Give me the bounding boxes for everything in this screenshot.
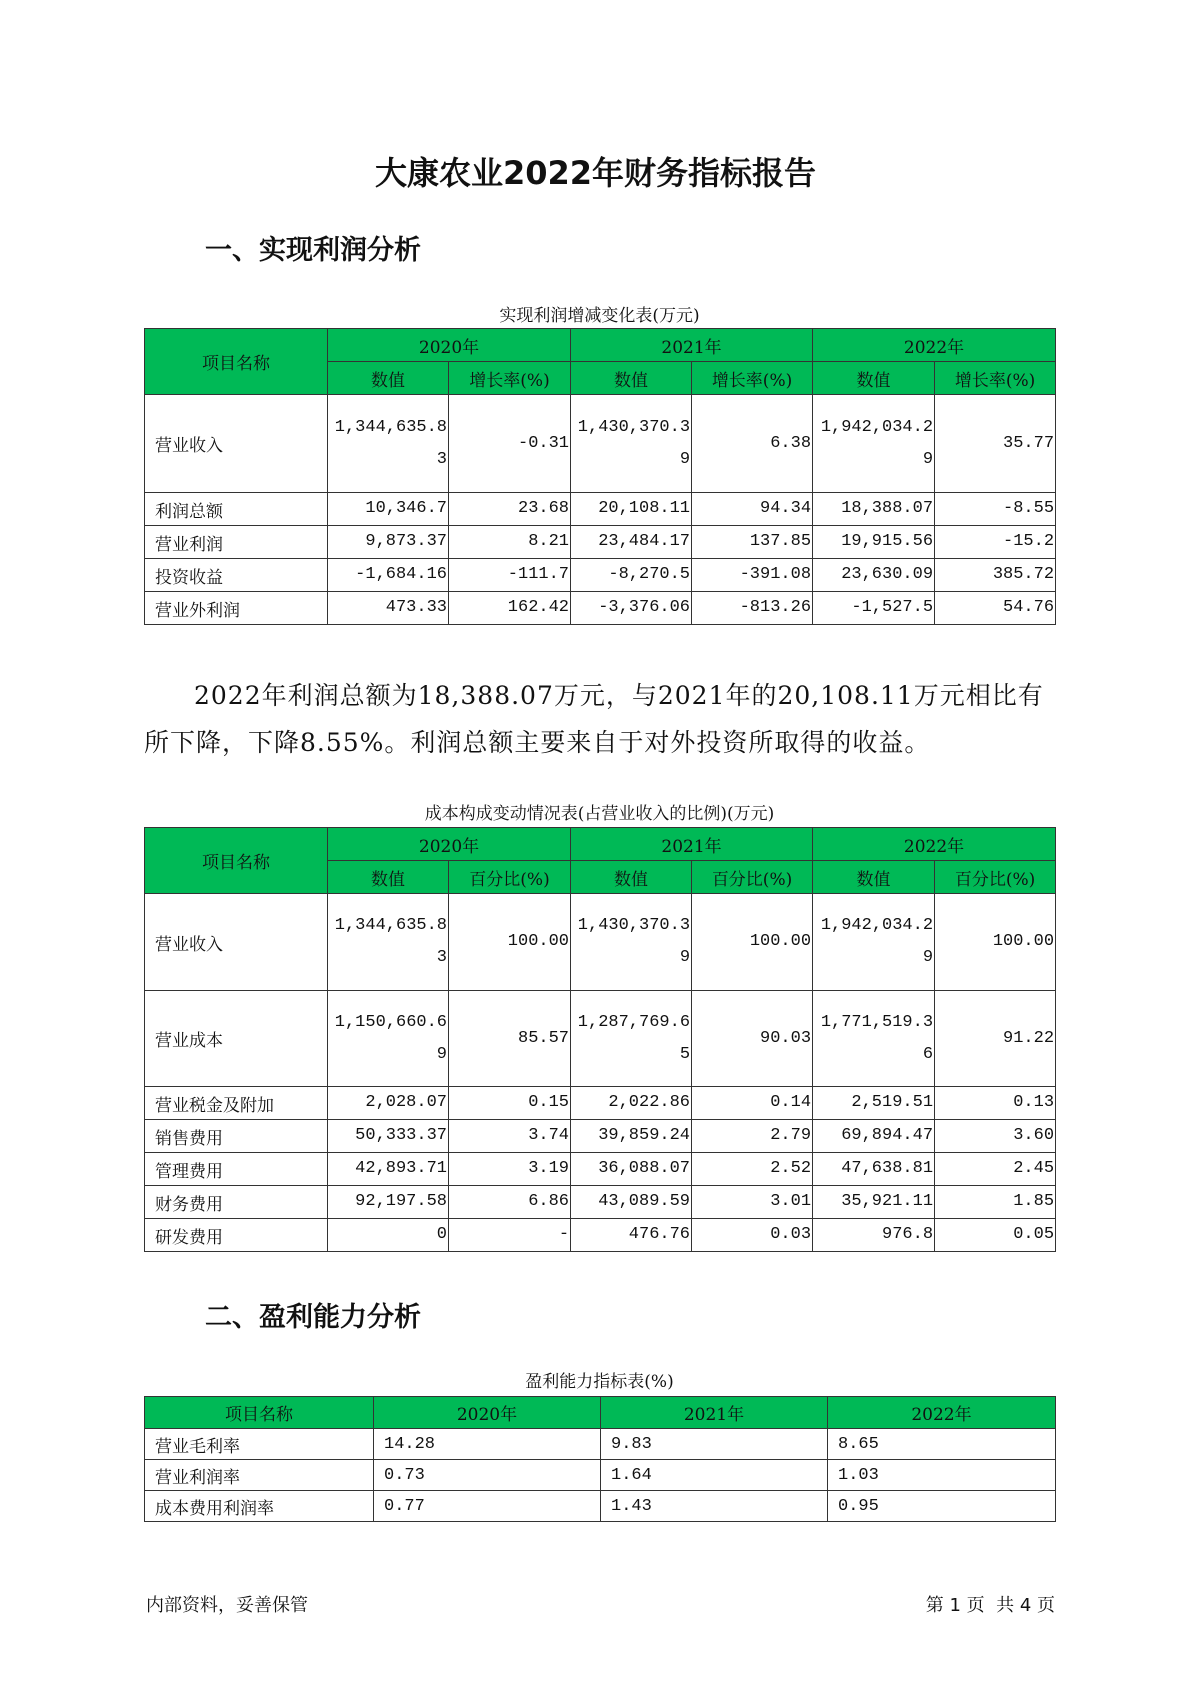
- column-header: 2021年: [601, 1397, 828, 1429]
- row-value: 10,346.7: [328, 493, 449, 526]
- row-value: 50,333.37: [328, 1120, 449, 1153]
- row-name: 营业利润: [145, 526, 328, 559]
- table3-caption: 盈利能力指标表(%): [525, 1372, 674, 1392]
- profitability-table: [144, 1396, 1056, 1522]
- header-row: [145, 828, 1056, 861]
- row-value: 35.77: [935, 395, 1056, 493]
- section-heading-profit: 一、实现利润分析: [205, 235, 421, 266]
- row-value: 137.85: [692, 526, 813, 559]
- row-value: 54.76: [935, 592, 1056, 625]
- row-value: 14.28: [374, 1429, 601, 1460]
- row-value: 3.01: [692, 1186, 813, 1219]
- table-row: [145, 493, 1056, 526]
- row-value: -: [449, 1219, 571, 1252]
- ratio-header: 百分比(%): [692, 861, 813, 894]
- table-row: [145, 559, 1056, 592]
- table-row: [145, 1153, 1056, 1186]
- column-header: 2020年: [374, 1397, 601, 1429]
- row-value: 20,108.11: [571, 493, 692, 526]
- header-row: [145, 329, 1056, 362]
- value-header: 数值: [328, 861, 449, 894]
- row-value: 23.68: [449, 493, 571, 526]
- table-row: [145, 991, 1056, 1087]
- year-header: 2020年: [328, 329, 571, 362]
- row-value: 90.03: [692, 991, 813, 1087]
- value-header: 数值: [813, 861, 935, 894]
- row-value: 35,921.11: [813, 1186, 935, 1219]
- value-header: 数值: [328, 362, 449, 395]
- row-value: 162.42: [449, 592, 571, 625]
- row-value: 0.05: [935, 1219, 1056, 1252]
- row-value: 2,022.86: [571, 1087, 692, 1120]
- row-name: 营业收入: [145, 395, 328, 493]
- row-value: 100.00: [449, 894, 571, 991]
- row-name: 营业利润率: [145, 1460, 374, 1491]
- row-value: -813.26: [692, 592, 813, 625]
- row-name: 营业外利润: [145, 592, 328, 625]
- year-header: 2021年: [571, 329, 813, 362]
- row-value: -8.55: [935, 493, 1056, 526]
- row-value: 976.8: [813, 1219, 935, 1252]
- row-value: 8.21: [449, 526, 571, 559]
- row-value: 9,873.37: [328, 526, 449, 559]
- row-value: 0.15: [449, 1087, 571, 1120]
- row-value: 42,893.71: [328, 1153, 449, 1186]
- table-row: [145, 526, 1056, 559]
- row-value: 85.57: [449, 991, 571, 1087]
- footer-page-number: 第 1 页 共 4 页: [925, 1595, 1055, 1616]
- row-value: 47,638.81: [813, 1153, 935, 1186]
- row-value: 2.52: [692, 1153, 813, 1186]
- table-row: [145, 395, 1056, 493]
- row-name: 销售费用: [145, 1120, 328, 1153]
- table-row: [145, 592, 1056, 625]
- row-value: 69,894.47: [813, 1120, 935, 1153]
- row-value: -1,527.5: [813, 592, 935, 625]
- row-value: 9.83: [601, 1429, 828, 1460]
- table2-caption: 成本构成变动情况表(占营业收入的比例)(万元): [424, 804, 775, 824]
- row-value: 92,197.58: [328, 1186, 449, 1219]
- row-value: 8.65: [828, 1429, 1056, 1460]
- row-name: 利润总额: [145, 493, 328, 526]
- table-row: [145, 1186, 1056, 1219]
- column-header: 项目名称: [145, 1397, 374, 1429]
- ratio-header: 增长率(%): [935, 362, 1056, 395]
- row-value: 1,150,660.69: [328, 991, 449, 1087]
- table-row: [145, 1087, 1056, 1120]
- row-value: -15.2: [935, 526, 1056, 559]
- row-value: -8,270.5: [571, 559, 692, 592]
- row-value: 2,028.07: [328, 1087, 449, 1120]
- row-name: 营业收入: [145, 894, 328, 991]
- row-value: 3.19: [449, 1153, 571, 1186]
- row-value: 1,430,370.39: [571, 894, 692, 991]
- row-value: 43,089.59: [571, 1186, 692, 1219]
- page-title: 大康农业2022年财务指标报告: [374, 154, 817, 192]
- row-value: -1,684.16: [328, 559, 449, 592]
- section-heading-profitability: 二、盈利能力分析: [205, 1302, 421, 1333]
- column-header: 2022年: [828, 1397, 1056, 1429]
- row-value: 1.03: [828, 1460, 1056, 1491]
- row-value: 1,430,370.39: [571, 395, 692, 493]
- row-value: 0: [328, 1219, 449, 1252]
- row-value: 0.14: [692, 1087, 813, 1120]
- table-row: [145, 1120, 1056, 1153]
- row-value: 23,484.17: [571, 526, 692, 559]
- row-value: 0.95: [828, 1491, 1056, 1522]
- value-header: 数值: [571, 362, 692, 395]
- row-value: 6.86: [449, 1186, 571, 1219]
- ratio-header: 增长率(%): [692, 362, 813, 395]
- row-name: 投资收益: [145, 559, 328, 592]
- row-name: 成本费用利润率: [145, 1491, 374, 1522]
- row-value: 18,388.07: [813, 493, 935, 526]
- year-header: 2022年: [813, 329, 1056, 362]
- row-value: 23,630.09: [813, 559, 935, 592]
- row-value: 94.34: [692, 493, 813, 526]
- row-value: -391.08: [692, 559, 813, 592]
- row-name: 管理费用: [145, 1153, 328, 1186]
- header-row: [145, 1397, 1056, 1429]
- ratio-header: 百分比(%): [935, 861, 1056, 894]
- row-value: 36,088.07: [571, 1153, 692, 1186]
- row-value: 1,942,034.29: [813, 894, 935, 991]
- footer-confidential: 内部资料，妥善保管: [146, 1595, 308, 1616]
- row-value: 1,344,635.83: [328, 894, 449, 991]
- profit-change-table: [144, 328, 1056, 625]
- row-name: 营业毛利率: [145, 1429, 374, 1460]
- row-name: 财务费用: [145, 1186, 328, 1219]
- ratio-header: 百分比(%): [449, 861, 571, 894]
- row-value: 0.03: [692, 1219, 813, 1252]
- value-header: 数值: [571, 861, 692, 894]
- row-value: 91.22: [935, 991, 1056, 1087]
- row-value: 39,859.24: [571, 1120, 692, 1153]
- ratio-header: 增长率(%): [449, 362, 571, 395]
- row-value: 3.60: [935, 1120, 1056, 1153]
- year-header: 2020年: [328, 828, 571, 861]
- row-value: 0.73: [374, 1460, 601, 1491]
- year-header: 2022年: [813, 828, 1056, 861]
- table-row: [145, 1491, 1056, 1522]
- row-value: 473.33: [328, 592, 449, 625]
- row-name: 营业成本: [145, 991, 328, 1087]
- name-header: 项目名称: [145, 329, 328, 395]
- row-value: 19,915.56: [813, 526, 935, 559]
- row-value: 100.00: [935, 894, 1056, 991]
- value-header: 数值: [813, 362, 935, 395]
- row-value: 1.85: [935, 1186, 1056, 1219]
- year-header: 2021年: [571, 828, 813, 861]
- row-value: 1,344,635.83: [328, 395, 449, 493]
- row-value: 2.79: [692, 1120, 813, 1153]
- row-name: 营业税金及附加: [145, 1087, 328, 1120]
- analysis-paragraph: 2022年利润总额为18,388.07万元，与2021年的20,108.11万元相比有所下降，下降8.55%。利润总额主要来自于对外投资所取得的收益。: [144, 681, 1044, 757]
- row-name: 研发费用: [145, 1219, 328, 1252]
- row-value: 6.38: [692, 395, 813, 493]
- row-value: 1.43: [601, 1491, 828, 1522]
- table-row: [145, 894, 1056, 991]
- table-row: [145, 1460, 1056, 1491]
- row-value: 3.74: [449, 1120, 571, 1153]
- row-value: 1.64: [601, 1460, 828, 1491]
- row-value: 2,519.51: [813, 1087, 935, 1120]
- row-value: 0.13: [935, 1087, 1056, 1120]
- row-value: 385.72: [935, 559, 1056, 592]
- row-value: 476.76: [571, 1219, 692, 1252]
- name-header: 项目名称: [145, 828, 328, 894]
- row-value: 0.77: [374, 1491, 601, 1522]
- row-value: 1,287,769.65: [571, 991, 692, 1087]
- table-row: [145, 1219, 1056, 1252]
- cost-structure-table: [144, 827, 1056, 1252]
- row-value: 2.45: [935, 1153, 1056, 1186]
- row-value: 100.00: [692, 894, 813, 991]
- row-value: -0.31: [449, 395, 571, 493]
- row-value: -3,376.06: [571, 592, 692, 625]
- row-value: 1,942,034.29: [813, 395, 935, 493]
- row-value: -111.7: [449, 559, 571, 592]
- table-row: [145, 1429, 1056, 1460]
- table1-caption: 实现利润增减变化表(万元): [499, 306, 700, 326]
- row-value: 1,771,519.36: [813, 991, 935, 1087]
